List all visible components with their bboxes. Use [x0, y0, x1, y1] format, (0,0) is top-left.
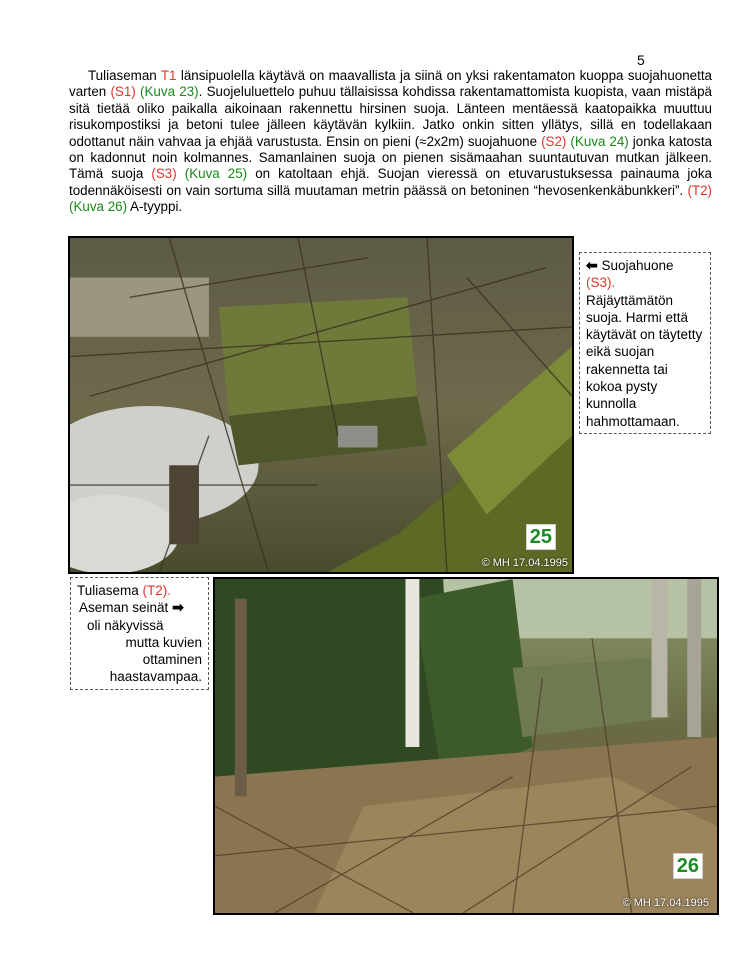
figure-number-25: 25 [526, 524, 556, 550]
figure-number-26: 26 [673, 853, 703, 879]
callout2-line-1: Aseman seinät [79, 600, 169, 616]
inline-ref-green: (Kuva 23) [140, 84, 199, 100]
callout2-line-2: oli näkyvissä [87, 617, 164, 633]
page-number: 5 [637, 52, 645, 68]
photo-copyright-25: © MH 17.04.1995 [481, 557, 568, 569]
photo-25-image [70, 238, 572, 572]
paragraph-text [177, 166, 185, 181]
callout2-line-4: ottaminen [142, 652, 202, 668]
paragraph-text: länsipuolella käytävä on maavallista ja siinä on yksi rakentamaton kuoppa suojahuonetta varten [69, 68, 713, 100]
callout2-title: Tuliasema [77, 583, 139, 598]
photo-shelter-s3 [68, 236, 574, 574]
paragraph-text: A-tyyppi. [127, 199, 183, 215]
body-paragraph [69, 68, 712, 216]
callout2-line-3: mutta kuvien [125, 634, 202, 650]
paragraph-text: on katoltaan ehjä. Suojan vieressä on etuvarustuksessa painauma joka todennäköisesti on vain sortuma sillä muutaman metrin päässä on betoninen “hevosenkenkäbunkkeri”. [69, 166, 712, 198]
callout2-line-5: haastavampaa. [109, 669, 202, 685]
callout1-ref: (S3). [586, 275, 616, 291]
inline-ref-red: (S2) [541, 133, 567, 149]
paragraph-text: Tuliaseman [88, 68, 161, 83]
inline-ref-green: (Kuva 24) [570, 133, 629, 149]
inline-ref-red: (S1) [110, 84, 136, 100]
photo-26-image [215, 579, 717, 913]
arrow-left-icon: ⬅ [586, 257, 598, 273]
inline-ref-red: (T2) [687, 182, 712, 198]
photo-copyright-26: © MH 17.04.1995 [622, 897, 709, 909]
callout-shelter-s3 [579, 252, 711, 434]
callout-position-t2 [70, 577, 209, 690]
callout2-ref: (T2). [142, 583, 172, 598]
callout1-title: Suojahuone [601, 258, 674, 273]
paragraph-text: . Suojeluluettelo puhuu tällaisissa kohdissa rakentamattomista kuopista, vaan mistäpä sitä tietää oliko paikalla aikoinaan rakennettu hirsinen suoja. Länteen mentäessä kaatopaikka muuttuu risukompostiksi ja betoni tulee jälleen käytävän kylkiin. Jatko onkin sitten yllätys, sillä en todellakaan odottanut näin vahvaa ja ehjää varustusta. Ensin on pieni (≈2x2m) suojahuone [69, 84, 712, 149]
inline-ref-green: (Kuva 26) [69, 199, 128, 215]
paragraph-text: jonka katosta on kadonnut noin kolmannes. Samanlainen suoja on pienen sisämaahan suuntautuvan mutkan jälkeen. Tämä suoja [69, 133, 712, 182]
callout1-text: Räjäyttämätön suoja. Harmi että käytävät on täytetty eikä suojan rakennetta tai kokoa pysty kunnolla hahmottamaan. [586, 292, 703, 429]
inline-ref-red: T1 [160, 68, 177, 83]
inline-ref-red: (S3) [151, 166, 177, 182]
photo-position-t2 [213, 577, 719, 915]
inline-ref-green: (Kuva 25) [184, 166, 248, 182]
arrow-right-icon: ➡ [172, 599, 184, 616]
